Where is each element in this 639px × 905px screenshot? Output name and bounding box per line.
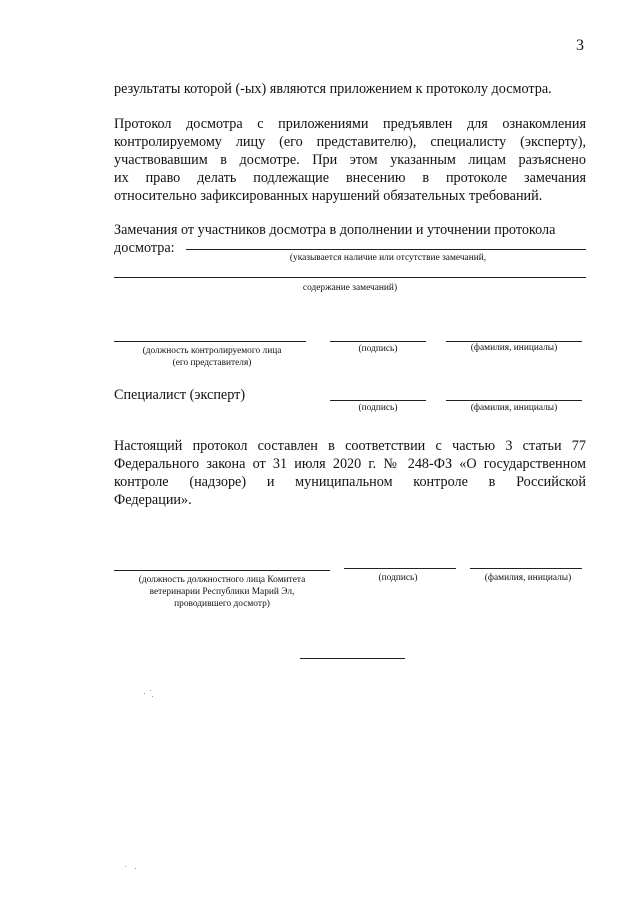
closing-separator-line — [300, 658, 405, 659]
paragraph-line: контролируемому лицу (его представителю), специалисту (эксперту), — [114, 134, 586, 150]
controlled-person-name-caption: (фамилия, инициалы) — [470, 343, 558, 353]
specialist-name-caption: (фамилия, инициалы) — [470, 403, 558, 413]
specialist-name-line — [446, 400, 582, 401]
paragraph-line: участвовавшим в досмотре. При этом указанным лицам разъяснено — [114, 152, 586, 168]
official-name-line — [470, 568, 582, 569]
official-signature-line — [344, 568, 456, 569]
remarks-line-2 — [114, 277, 586, 278]
official-name-caption: (фамилия, инициалы) — [484, 573, 572, 583]
remarks-line-1 — [186, 249, 586, 250]
official-position-caption-3: проводившего досмотр) — [174, 599, 270, 609]
scan-speck — [152, 696, 153, 697]
scan-speck — [144, 693, 145, 694]
specialist-label: Специалист (эксперт) — [114, 387, 246, 403]
official-position-caption-2: ветеринарии Республики Марий Эл, — [149, 587, 295, 597]
specialist-signature-caption: (подпись) — [358, 403, 398, 413]
official-position-line — [114, 570, 330, 571]
paragraph-line: их право делать подлежащие внесению в протоколе замечания — [114, 170, 586, 186]
specialist-signature-line — [330, 400, 426, 401]
controlled-person-position-caption: (должность контролируемого лица — [142, 346, 282, 356]
controlled-person-signature-line — [330, 341, 426, 342]
remarks-caption-content: содержание замечаний) — [302, 283, 398, 293]
remarks-heading: Замечания от участников досмотра в дополнении и уточнении протокола — [114, 222, 556, 238]
legal-line: Федерального закона от 31 июля 2020 г. № 248-ФЗ «О государственном — [114, 456, 586, 472]
paragraph-line: относительно зафиксированных нарушений обязательных требований. — [114, 188, 543, 204]
scan-speck — [125, 866, 126, 867]
paragraph-line: Протокол досмотра с приложениями предъявлен для ознакомления — [114, 116, 586, 132]
official-signature-caption: (подпись) — [378, 573, 418, 583]
official-position-caption: (должность должностного лица Комитета — [138, 575, 306, 585]
scan-speck — [135, 868, 136, 869]
remarks-heading-cont: досмотра: — [114, 240, 175, 256]
controlled-person-position-line — [114, 341, 306, 342]
legal-line: Федерации». — [114, 492, 192, 508]
page-number: 3 — [576, 37, 584, 54]
scan-speck — [150, 690, 151, 691]
controlled-person-position-caption-2: (его представителя) — [172, 358, 252, 368]
remarks-caption-presence: (указывается наличие или отсутствие замечаний, — [289, 253, 487, 263]
legal-line: контроле (надзоре) и муниципальном контроле в Российской — [114, 474, 586, 490]
intro-line: результаты которой (-ых) являются приложением к протоколу досмотра. — [114, 81, 552, 97]
legal-line: Настоящий протокол составлен в соответствии с частью 3 статьи 77 — [114, 438, 586, 454]
controlled-person-signature-caption: (подпись) — [358, 344, 398, 354]
